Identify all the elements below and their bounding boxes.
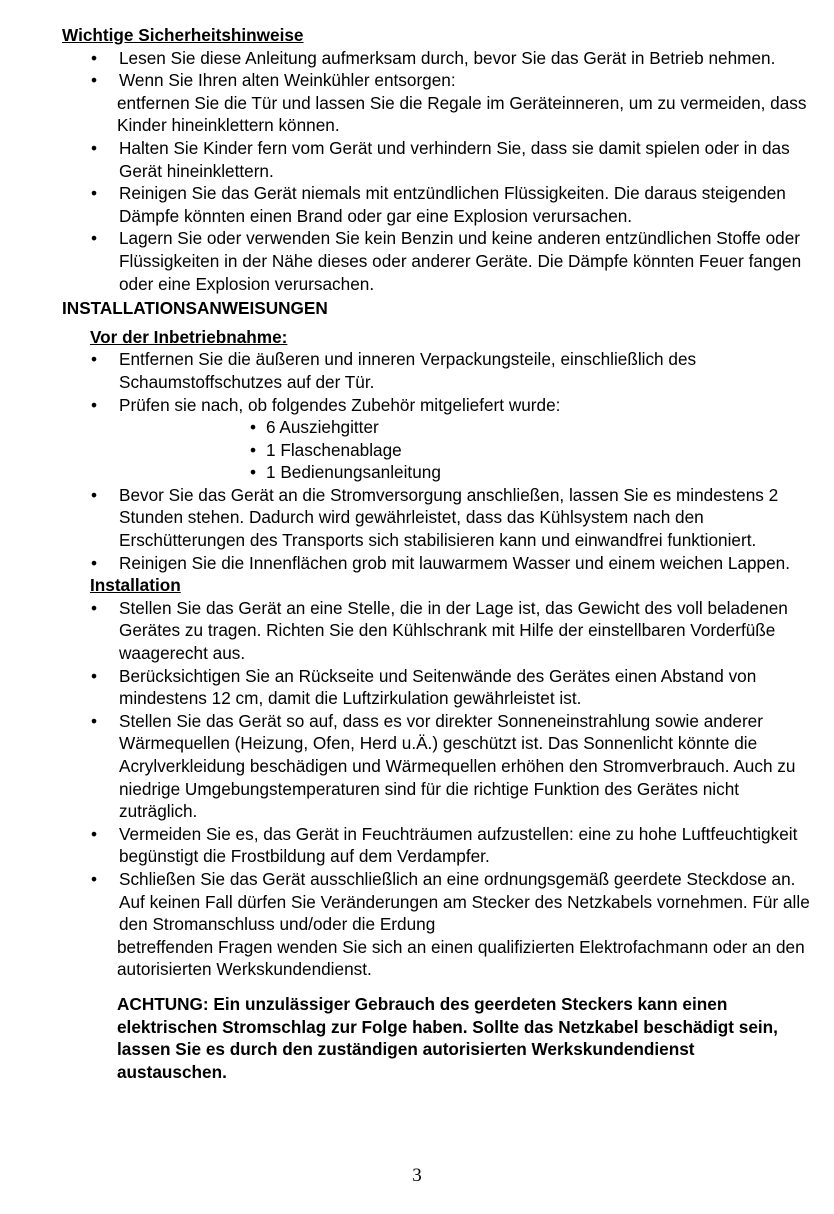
- accessory-text: 6 Ausziehgitter: [266, 417, 379, 438]
- list-item-text: Wenn Sie Ihren alten Weinkühler entsorgen:: [119, 70, 456, 91]
- list-item: [0, 484, 834, 552]
- list-item: [0, 394, 834, 484]
- safety-heading: Wichtige Sicherheitshinweise: [62, 25, 304, 45]
- accessory-text: 1 Bedienungsanleitung: [266, 462, 441, 483]
- accessory-item: [119, 461, 822, 484]
- document-page: [0, 24, 834, 1083]
- list-item-text: Reinigen Sie die Innenflächen grob mit lauwarmem Wasser und einem weichen Lappen.: [119, 552, 791, 573]
- bullet-icon: •: [91, 47, 98, 68]
- list-item-continuation: betreffenden Fragen wenden Sie sich an einen qualifizierten Elektrofachmann oder an den autorisierten Werkskundendienst.: [117, 936, 805, 980]
- bullet-icon: •: [91, 183, 98, 204]
- list-item-text: Stellen Sie das Gerät an eine Stelle, die in der Lage ist, das Gewicht des voll beladenen Gerätes zu tragen. Richten Sie den Kühlschrank mit Hilfe der einstellbaren Vorderfüße waagerecht aus.: [119, 597, 788, 664]
- bullet-icon: •: [91, 597, 98, 618]
- installation-instructions-heading: INSTALLATIONSANWEISUNGEN: [62, 298, 328, 319]
- installation-heading: Installation: [90, 575, 181, 596]
- bullet-icon: •: [250, 417, 257, 438]
- safety-list-continued: [0, 137, 834, 295]
- list-item-text: Entfernen Sie die äußeren und inneren Verpackungsteile, einschließlich des Schaumstoffschutzes auf der Tür.: [119, 349, 697, 392]
- list-item-text: Bevor Sie das Gerät an die Stromversorgung anschließen, lassen Sie es mindestens 2 Stunden stehen. Dadurch wird gewährleistet, dass das Kühlsystem nach den Erschütterungen des Transports sich stabilisieren kann und einwandfrei funktioniert.: [119, 484, 779, 551]
- bullet-icon: •: [250, 462, 257, 483]
- accessory-item: [119, 439, 822, 462]
- bullet-icon: •: [91, 665, 98, 686]
- accessory-item: [119, 416, 822, 439]
- list-item-text: Schließen Sie das Gerät ausschließlich an eine ordnungsgemäß geerdete Steckdose an. Auf keinen Fall dürfen Sie Veränderungen am Stecker des Netzkabels vornehmen. Für alle den Stromanschluss und/oder die Erdung: [119, 868, 810, 935]
- before-use-list: [0, 348, 834, 574]
- bullet-icon: •: [91, 349, 98, 370]
- list-item-text: Vermeiden Sie es, das Gerät in Feuchträumen aufzustellen: eine zu hohe Luftfeuchtigkeit begünstigt die Frostbildung auf dem Verdampfer.: [119, 823, 798, 867]
- list-item-text: Berücksichtigen Sie an Rückseite und Seitenwände des Gerätes einen Abstand von mindestens 12 cm, damit die Luftzirkulation gewährleistet ist.: [119, 665, 757, 709]
- accessory-text: 1 Flaschenablage: [266, 439, 402, 460]
- bullet-icon: •: [91, 137, 98, 158]
- bullet-icon: •: [91, 823, 98, 844]
- list-item: [0, 182, 834, 227]
- list-item-text: Stellen Sie das Gerät so auf, dass es vor direkter Sonneneinstrahlung sowie anderer Wärmequellen (Heizung, Ofen, Herd u.Ä.) geschützt ist. Das Sonnenlicht könnte die Acrylverkleidung beschädigen und Wärmequellen erhöhen den Stromverbrauch. Auch zu niedrige Umgebungstemperaturen sind für die richtige Funktion des Gerätes nicht zuträglich.: [119, 710, 796, 822]
- safety-list: [0, 47, 834, 92]
- list-item: [0, 868, 834, 936]
- list-item: [0, 552, 834, 575]
- bullet-icon: •: [91, 552, 98, 573]
- list-item-text: Halten Sie Kinder fern vom Gerät und verhindern Sie, dass sie damit spielen oder in das Gerät hineinklettern.: [119, 137, 790, 181]
- accessories-list: [119, 416, 822, 484]
- bullet-icon: •: [91, 710, 98, 731]
- bullet-icon: •: [91, 70, 98, 91]
- list-item-text: Prüfen sie nach, ob folgendes Zubehör mitgeliefert wurde:: [119, 394, 561, 415]
- list-item-text: Reinigen Sie das Gerät niemals mit entzündlichen Flüssigkeiten. Die daraus steigenden Dämpfe könnten einen Brand oder gar eine Explosion verursachen.: [119, 183, 786, 226]
- list-item: [0, 47, 834, 70]
- list-item: [0, 348, 834, 393]
- list-item: [0, 665, 834, 710]
- before-use-heading: Vor der Inbetriebnahme:: [90, 326, 288, 347]
- list-item-text: Lesen Sie diese Anleitung aufmerksam durch, bevor Sie das Gerät in Betrieb nehmen.: [119, 47, 776, 68]
- list-item: [0, 227, 834, 295]
- page-number: 3: [412, 1165, 422, 1186]
- list-item: [0, 597, 834, 665]
- list-item: [0, 137, 834, 182]
- bullet-icon: •: [91, 868, 98, 889]
- bullet-icon: •: [250, 439, 257, 460]
- list-item-continuation: entfernen Sie die Tür und lassen Sie die Regale im Geräteinneren, um zu vermeiden, dass Kinder hineinklettern können.: [117, 92, 807, 136]
- warning-paragraph: ACHTUNG: Ein unzulässiger Gebrauch des geerdeten Steckers kann einen elektrischen Stromschlag zur Folge haben. Sollte das Netzkabel beschädigt sein, lassen Sie es durch den zuständigen autorisierten Werkskundendienst austauschen.: [117, 993, 778, 1082]
- list-item: [0, 823, 834, 868]
- list-item: [0, 69, 834, 92]
- bullet-icon: •: [91, 394, 98, 415]
- list-item-text: Lagern Sie oder verwenden Sie kein Benzin und keine anderen entzündlichen Stoffe oder Flüssigkeiten in der Nähe dieses oder anderer Geräte. Die Dämpfe könnten Feuer fangen oder eine Explosion verursachen.: [119, 228, 802, 294]
- installation-list: [0, 597, 834, 936]
- bullet-icon: •: [91, 484, 98, 505]
- list-item: [0, 710, 834, 823]
- bullet-icon: •: [91, 228, 98, 249]
